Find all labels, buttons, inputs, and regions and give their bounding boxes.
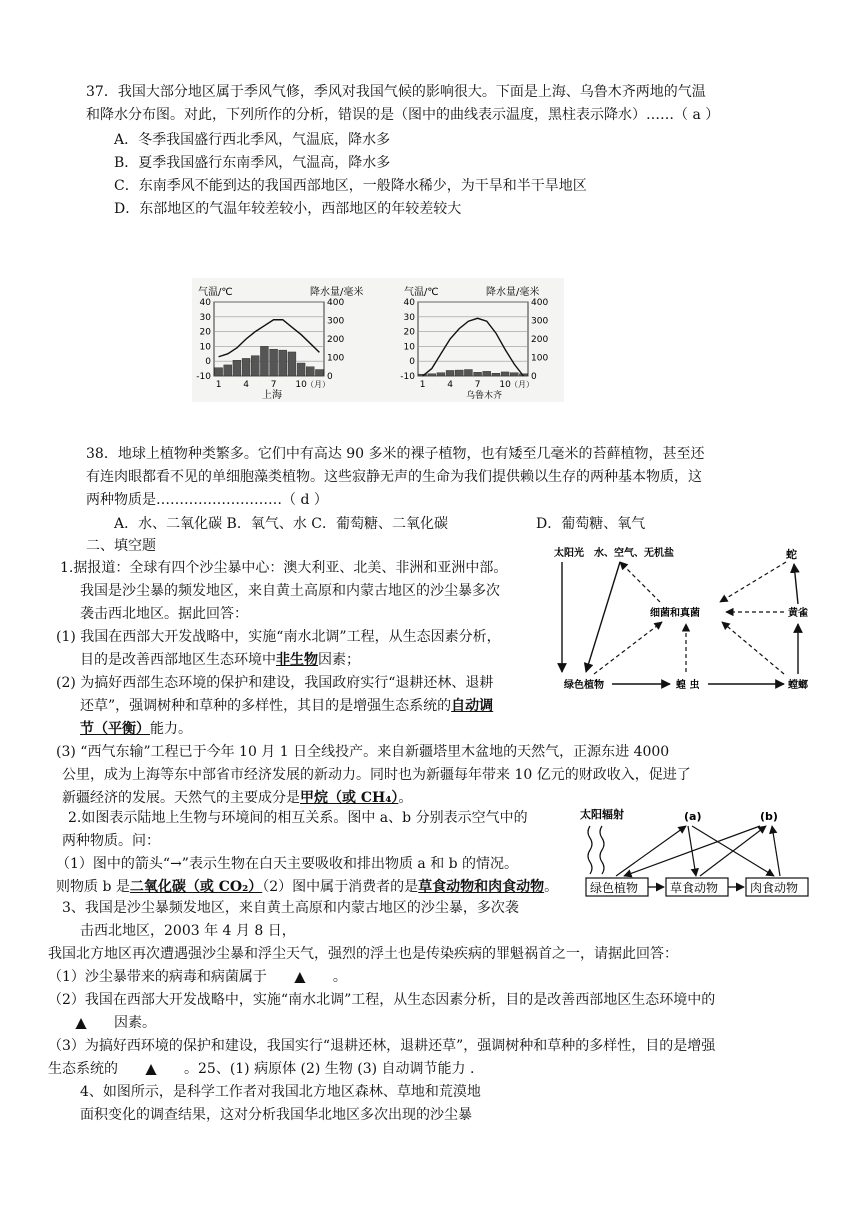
rain-tick-label: 0: [531, 372, 537, 382]
fill3-line2: 击西北地区，2003 年 4 月 8 日，: [80, 923, 296, 939]
eco-a: (a): [684, 810, 702, 823]
fill3-line7: （3）为搞好西环境的保护和建设，我国实行“退耕还林，退耕还草”，强调树种和草种的多样性，目的是增强: [48, 1038, 716, 1054]
fill1-line11-text: 新疆经济的发展。天然气的主要成分是: [62, 790, 300, 806]
rain-bar: [279, 350, 287, 376]
rain-bar: [242, 358, 250, 376]
fill3-blank2: ▲: [75, 1015, 87, 1031]
rain-bar: [501, 372, 509, 376]
chart-a-temp-label: 气温/℃: [198, 287, 233, 298]
fill1-line11-end: 。: [398, 790, 413, 806]
fill1-line1: 1.据报道：全球有四个沙尘暴中心：澳大利亚、北美、非洲和亚洲中部。: [60, 560, 508, 576]
month-unit-label: （月）: [510, 380, 534, 389]
month-tick-label: 7: [270, 380, 277, 390]
rain-bar: [288, 352, 296, 376]
fill1-line7: [80, 696, 493, 716]
eco-carnivore: 肉食动物: [750, 881, 799, 895]
fill2-line2: 两种物质。问：: [62, 833, 160, 849]
fill1-line5: [80, 650, 360, 670]
fill1-answer2a: 自动调: [451, 698, 494, 714]
chart-a-rain-label: 降水量/毫米: [310, 287, 364, 298]
temp-tick-label: 20: [403, 327, 415, 338]
fw-decomposer: 细菌和真菌: [650, 608, 700, 619]
fill3-line4: [48, 967, 347, 987]
rain-tick-label: 200: [327, 335, 345, 345]
chart-b-temp-label: 气温/℃: [404, 287, 439, 298]
chart-b-city: 乌鲁木齐: [466, 391, 503, 401]
q38-options-abc: A．水、二氧化碳 B．氧气、水 C．葡萄糖、二氧化碳: [114, 516, 449, 532]
eco-sun: 太阳辐射: [580, 808, 624, 821]
fill2-answer1: 二氧化碳（或 CO₂）: [129, 879, 263, 895]
fill1-line5-end: 因素；: [318, 652, 360, 668]
rain-bar: [306, 367, 314, 376]
fw-plant: 绿色植物: [564, 680, 604, 691]
month-tick-label: 1: [419, 380, 426, 390]
fill3-line6: [48, 1013, 156, 1033]
month-tick-label: 10: [295, 380, 307, 390]
fill3-line6-end: 因素。: [114, 1015, 156, 1031]
q38-option-d: D．葡萄糖、氧气: [536, 516, 646, 532]
temp-tick-label: 10: [199, 342, 211, 353]
rain-bar: [446, 370, 454, 376]
rain-tick-label: 100: [327, 353, 345, 364]
temp-tick-label: 30: [403, 312, 415, 323]
fill1-line4: (1) 我国在西部大开发战略中，实施“南水北调”工程，从生态因素分析，: [56, 629, 501, 645]
eco-b: (b): [760, 810, 778, 823]
fill3-line8-text: 生态系统的: [48, 1061, 118, 1077]
rain-bar: [455, 370, 463, 376]
temp-tick-label: 10: [403, 342, 415, 353]
temp-tick-label: -10: [196, 372, 211, 382]
fill3-line8: [48, 1059, 474, 1079]
fw-bird: 黄雀: [788, 608, 808, 619]
fill1-line10: 公里，成为上海等东中部省市经济发展的新动力。同时也为新疆每年带来 10 亿元的财政收入，促进了: [62, 767, 691, 783]
fill1-line8-end: 能力。: [150, 721, 192, 737]
q37-line1: 37．我国大部分地区属于季风气修，季风对我国气候的影响很大。下面是上海、乌鲁木齐两地的气温: [86, 84, 706, 100]
temp-tick-label: -10: [400, 372, 415, 382]
section-title: 二、填空题: [86, 538, 156, 554]
rain-bar: [492, 373, 500, 376]
temp-tick-label: 40: [199, 298, 211, 308]
chart-a-city: 上海: [262, 390, 282, 401]
fill2-line3: （1）图中的箭头“→”表示生物在白天主要吸收和排出物质 a 和 b 的情况。: [56, 856, 519, 872]
temp-tick-label: 0: [205, 357, 211, 368]
chart-b-rain-label: 降水量/毫米: [486, 287, 540, 298]
fill1-line9: (3) “西气东输”工程已于今年 10 月 1 日全线投产。来自新疆塔里木盆地的天然气，正源东进 4000: [56, 744, 670, 760]
fill2-line4: [56, 877, 558, 897]
fw-sun: 太阳光: [554, 548, 584, 559]
q38-line2: 有连肉眼都看不见的单细胞藻类植物。这些寂静无声的生命为我们提供赖以生存的两种基本物质，这: [86, 469, 702, 485]
food-web-diagram: [550, 540, 818, 698]
fill1-line8: [80, 719, 192, 739]
rain-tick-label: 200: [531, 335, 549, 345]
fill3-line4-text: （1）沙尘暴带来的病毒和病菌属于: [48, 969, 267, 985]
rain-bar: [233, 360, 241, 376]
fill3-line5: （2）我国在西部大开发战略中，实施“南水北调”工程，从生态因素分析，目的是改善西部地区生态环境中的: [48, 992, 716, 1008]
temp-tick-label: 30: [199, 312, 211, 323]
q37-option-a: A．冬季我国盛行西北季风，气温底，降水多: [114, 132, 391, 148]
eco-plant: 绿色植物: [590, 881, 639, 895]
fw-abiotic: 水、空气、无机盐: [594, 548, 674, 559]
rain-tick-label: 300: [531, 316, 549, 327]
q37-option-d: D．东部地区的气温年较差较小，西部地区的年较差较大: [114, 201, 462, 217]
fill1-line2: 我国是沙尘暴的频发地区，来自黄土高原和内蒙古地区的沙尘暴多次: [80, 583, 500, 599]
rain-bar: [297, 363, 305, 376]
fill1-line7-text: 还草”，强调树种和草种的多样性，其目的是增强生态系统的: [80, 698, 452, 714]
q37-line2: 和降水分布图。对此，下列所作的分析，错误的是（图中的曲线表示温度，黑柱表示降水）……（ a ）: [86, 107, 720, 123]
month-tick-label: 4: [243, 380, 249, 390]
fill1-answer2b: 节（平衡）: [80, 721, 150, 737]
temp-tick-label: 20: [199, 327, 211, 338]
month-unit-label: （月）: [306, 380, 330, 389]
fill3-blank1: ▲: [294, 969, 306, 985]
rain-bar: [428, 374, 436, 376]
fill3-line3: 我国北方地区再次遭遇强沙尘暴和浮尘天气，强烈的浮土也是传染疾病的罪魁祸首之一，请据此回答：: [48, 946, 678, 962]
fill2-line1: 2.如图表示陆地上生物与环境间的相互关系。图中 a、b 分别表示空气中的: [68, 810, 528, 826]
fill1-answer1: 非生物: [276, 652, 318, 668]
rain-bar: [315, 370, 323, 376]
ecosystem-diagram: [576, 804, 812, 900]
fill4-line2: 面积变化的调查结果，这对分析我国华北地区多次出现的沙尘暴: [80, 1107, 472, 1123]
month-tick-label: 4: [447, 380, 453, 390]
rain-bar: [251, 356, 259, 376]
fill2-line4-end: 。: [544, 879, 559, 895]
temp-tick-label: 40: [403, 298, 415, 308]
rain-bar: [270, 349, 278, 376]
rain-tick-label: 100: [531, 353, 549, 364]
fw-snake: 蛇: [786, 548, 797, 561]
fill2-line4-mid: （2）图中属于消费者的是: [262, 879, 419, 895]
fw-mantis: 螳螂: [788, 680, 808, 691]
month-tick-label: 1: [215, 380, 222, 390]
q38-line1: 38．地球上植物种类繁多。它们中有高达 90 多米的裸子植物，也有矮至几毫米的苔藓植物，甚至还: [86, 446, 705, 462]
month-tick-label: 10: [499, 380, 511, 390]
fill3-line1: 3、我国是沙尘暴频发地区，来自黄土高原和内蒙古地区的沙尘暴，多次袭: [62, 900, 519, 916]
q37-option-c: C．东南季风不能到达的我国西部地区，一般降水稀少，为干旱和半干旱地区: [114, 178, 587, 194]
fill4-line1: 4、如图所示，是科学工作者对我国北方地区森林、草地和荒漠地: [80, 1084, 481, 1100]
fill1-line11: [62, 788, 412, 808]
month-tick-label: 7: [474, 380, 481, 390]
rain-bar: [437, 373, 445, 376]
fill3-line8-end: 。25、(1) 病原体 (2) 生物 (3) 自动调节能力 .: [184, 1061, 475, 1077]
q37-option-b: B．夏季我国盛行东南季风，气温高，降水多: [114, 155, 391, 171]
fill1-answer3: 甲烷（或 CH₄）: [300, 790, 399, 806]
rain-bar: [483, 371, 491, 376]
rain-bar: [474, 372, 482, 376]
fill2-line4-text: 则物质 b 是: [56, 879, 130, 895]
fill1-line6: (2) 为搞好西部生态环境的保护和建设，我国政府实行“退耕还林、退耕: [56, 675, 494, 691]
rain-tick-label: 0: [327, 372, 333, 382]
rain-tick-label: 300: [327, 316, 345, 327]
fw-insect: 蝗 虫: [676, 680, 700, 691]
fill2-answer2: 草食动物和肉食动物: [418, 879, 545, 895]
rain-bar: [224, 365, 232, 376]
rain-bar: [464, 370, 472, 376]
rain-bar: [215, 368, 223, 376]
fill1-line5-text: 目的是改善西部地区生态环境中: [80, 652, 276, 668]
fill3-blank3: ▲: [145, 1061, 157, 1077]
rain-bar: [260, 346, 268, 376]
rain-tick-label: 400: [327, 298, 345, 308]
eco-herbivore: 草食动物: [670, 881, 719, 895]
rain-tick-label: 400: [531, 298, 549, 308]
q38-line3: 两种物质是………………………（ d ）: [86, 492, 328, 508]
fill3-line4-end: 。: [332, 969, 347, 985]
temp-tick-label: 0: [409, 357, 415, 368]
climate-charts: [192, 278, 564, 402]
fill1-line3: 袭击西北地区。据此回答：: [80, 606, 248, 622]
rain-bar: [510, 373, 518, 376]
